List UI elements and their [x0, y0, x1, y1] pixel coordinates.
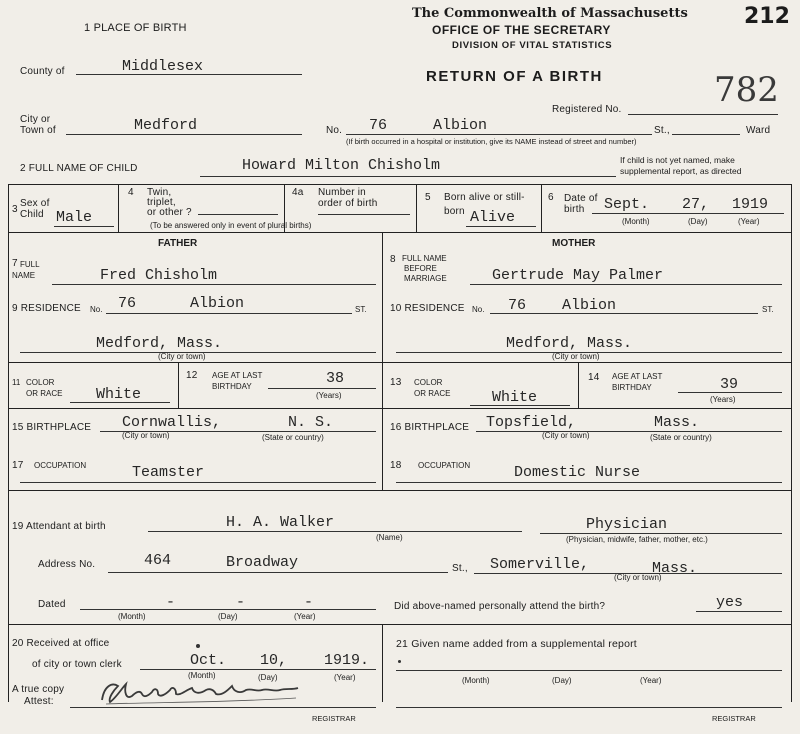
mother-name-value: Gertrude May Palmer	[492, 267, 664, 284]
mother-color-label-2: OR RACE	[414, 389, 451, 398]
mother-name-label-2: BEFORE	[404, 264, 437, 273]
rule-middle	[382, 232, 383, 490]
order-line	[318, 214, 410, 215]
city-label-1: City or	[20, 114, 51, 125]
mother-name-label-3: MARRIAGE	[404, 274, 447, 283]
address-label: Address No.	[38, 559, 96, 570]
city-line	[66, 134, 302, 135]
rule-c3	[416, 184, 417, 232]
mother-residence-line	[490, 313, 758, 314]
received-label-2: of city or town clerk	[32, 659, 122, 670]
attend-question: Did above-named personally attend the birth?	[394, 601, 606, 612]
mother-name-label-1: FULL NAME	[402, 254, 447, 263]
birth-year-caption: (Year)	[738, 217, 760, 226]
order-label-2: order of birth	[318, 198, 378, 209]
mother-city-caption: (City or town)	[552, 352, 600, 361]
attendant-title-line	[540, 533, 782, 534]
registered-number: 782	[714, 70, 779, 110]
mother-residence-no-label: No.	[472, 305, 485, 314]
county-value: Middlesex	[122, 58, 204, 75]
county-label: County of	[20, 66, 65, 77]
rule-c1	[118, 184, 119, 232]
attest-label: Attest:	[24, 696, 54, 707]
address-state: Mass.	[652, 560, 698, 577]
born-label-1: Born alive or still-	[444, 192, 525, 203]
ink-dot	[196, 644, 200, 648]
mother-birthplace-state: Mass.	[654, 414, 700, 431]
mother-birthplace-label: 16 BIRTHPLACE	[390, 422, 470, 433]
mother-residence-number: 76	[508, 297, 527, 314]
father-occupation-value: Teamster	[132, 464, 205, 481]
father-residence-st-label: ST.	[355, 305, 367, 314]
mother-birthplace-line	[476, 431, 782, 432]
father-residence-label: 9 RESIDENCE	[12, 303, 81, 314]
birth-month: Sept.	[604, 196, 650, 213]
plural-note: (To be answered only in event of plural births)	[150, 221, 312, 230]
birth-day-caption: (Day)	[688, 217, 708, 226]
father-color-value: White	[96, 386, 142, 403]
dated-label: Dated	[38, 599, 66, 610]
rule-attendant-top	[8, 490, 792, 491]
mother-occupation-label: OCCUPATION	[418, 461, 471, 470]
father-occupation-num: 17	[12, 460, 24, 471]
twin-num: 4	[128, 187, 134, 198]
mother-age-label-1: AGE AT LAST	[612, 372, 663, 381]
dated-year-caption: (Year)	[294, 612, 316, 621]
street-line	[346, 134, 652, 135]
mother-residence-st-label: ST.	[762, 305, 774, 314]
rule-c4	[541, 184, 542, 232]
ward-label: Ward	[746, 125, 771, 136]
registrar-signature	[96, 676, 306, 708]
supplemental-month-caption: (Month)	[462, 676, 490, 685]
attend-answer-line	[696, 611, 782, 612]
mother-residence-label: 10 RESIDENCE	[390, 303, 465, 314]
registered-label: Registered No.	[552, 104, 622, 115]
hospital-note: (If birth occurred in a hospital or institution, give its NAME instead of street and number)	[346, 137, 637, 146]
street-st-label: St.,	[654, 125, 670, 136]
father-age-label-1: AGE AT LAST	[212, 371, 263, 380]
date-num: 6	[548, 192, 554, 203]
office-heading: OFFICE OF THE SECRETARY	[432, 23, 611, 37]
father-name-label-1: FULL	[20, 260, 40, 269]
twin-label-3: or other ?	[147, 207, 192, 218]
father-residence-number: 76	[118, 295, 137, 312]
dated-month: -	[166, 594, 176, 611]
city-label-2: Town of	[20, 125, 56, 136]
mother-heading: MOTHER	[552, 238, 596, 249]
rule-row3-top	[8, 184, 792, 185]
page-number: 212	[744, 4, 790, 29]
order-num: 4a	[292, 187, 304, 198]
address-city-caption: (City or town)	[614, 573, 662, 582]
date-label-1: Date of	[564, 193, 598, 204]
received-line	[140, 669, 376, 670]
born-label-2: born	[444, 206, 465, 217]
mother-name-line	[470, 284, 782, 285]
birth-day: 27,	[682, 196, 710, 213]
mother-age-line	[678, 392, 782, 393]
received-label-1: 20 Received at office	[12, 638, 110, 649]
county-line	[76, 74, 302, 75]
street-number: 76	[369, 117, 388, 134]
father-color-label-1: COLOR	[26, 378, 55, 387]
supplemental-dot	[398, 660, 401, 663]
father-residence-street: Albion	[190, 295, 245, 312]
born-num: 5	[425, 192, 431, 203]
city-value: Medford	[134, 117, 198, 134]
supplemental-label: 21 Given name added from a supplemental report	[396, 638, 637, 650]
attendant-name-caption: (Name)	[376, 533, 403, 542]
rule-row3-bottom	[8, 232, 792, 233]
attest-line	[70, 707, 376, 708]
father-occupation-line	[20, 482, 376, 483]
mother-age-value: 39	[720, 376, 739, 393]
father-years-caption: (Years)	[316, 391, 342, 400]
father-birth-city-caption: (City or town)	[122, 431, 170, 440]
attendant-title-caption: (Physician, midwife, father, mother, etc.)	[566, 535, 708, 544]
commonwealth-heading: The Commonwealth of Massachusetts	[412, 6, 688, 21]
father-birthplace-city: Cornwallis,	[122, 414, 222, 431]
mother-occupation-line	[396, 482, 782, 483]
father-color-line	[70, 402, 170, 403]
address-st-label: St.,	[452, 563, 468, 574]
born-line	[466, 226, 536, 227]
father-birthplace-state: N. S.	[288, 414, 334, 431]
rule-bottom-middle	[382, 624, 383, 702]
document-title: RETURN OF A BIRTH	[426, 68, 603, 85]
twin-label-2: triplet,	[147, 197, 176, 208]
attendant-name-line	[148, 531, 522, 532]
rule-age-mother	[578, 362, 579, 408]
sex-num: 3	[12, 204, 18, 215]
sex-label-2: Child	[20, 209, 44, 220]
registrar-caption-left: REGISTRAR	[312, 714, 356, 723]
supplemental-line	[396, 670, 782, 671]
date-label-2: birth	[564, 204, 585, 215]
place-of-birth-heading: 1 PLACE OF BIRTH	[84, 22, 187, 34]
rule-age-father	[178, 362, 179, 408]
father-occupation-label: OCCUPATION	[34, 461, 87, 470]
father-name-label-2: NAME	[12, 271, 36, 280]
child-name-note-1: If child is not yet named, make	[620, 155, 735, 165]
received-day: 10,	[260, 652, 288, 669]
sex-label-1: Sex of	[20, 198, 50, 209]
mother-name-num: 8	[390, 254, 396, 265]
born-value: Alive	[470, 209, 516, 226]
mother-birth-city-caption: (City or town)	[542, 431, 590, 440]
true-copy-label: A true copy	[12, 684, 65, 695]
father-name-line	[52, 284, 376, 285]
sex-value: Male	[56, 209, 93, 226]
dated-month-caption: (Month)	[118, 612, 146, 621]
attendant-label: 19 Attendant at birth	[12, 521, 106, 532]
father-age-value: 38	[326, 370, 345, 387]
attendant-title: Physician	[586, 516, 668, 533]
dated-day: -	[236, 594, 246, 611]
received-day-caption: (Day)	[258, 673, 278, 682]
dated-line	[80, 609, 376, 610]
mother-age-num: 14	[588, 372, 600, 383]
address-city: Somerville,	[490, 556, 590, 573]
birth-date-line	[592, 213, 784, 214]
mother-age-label-2: BIRTHDAY	[612, 383, 652, 392]
order-label-1: Number in	[318, 187, 366, 198]
father-age-line	[268, 388, 376, 389]
mother-color-label-1: COLOR	[414, 378, 443, 387]
birth-year: 1919	[732, 196, 769, 213]
rule-birthplace-top	[8, 408, 792, 409]
mother-occupation-value: Domestic Nurse	[514, 464, 641, 481]
ward-line-pre	[672, 134, 740, 135]
sex-line	[54, 226, 114, 227]
received-year: 1919.	[324, 652, 370, 669]
father-heading: FATHER	[158, 238, 198, 249]
father-city-caption: (City or town)	[158, 352, 206, 361]
address-number: 464	[144, 552, 172, 569]
attend-answer: yes	[716, 594, 744, 611]
division-heading: DIVISION OF VITAL STATISTICS	[452, 40, 613, 51]
attendant-name: H. A. Walker	[226, 514, 335, 531]
street-no-label: No.	[326, 125, 343, 136]
mother-residence-street: Albion	[562, 297, 617, 314]
street-name: Albion	[433, 117, 488, 134]
mother-occupation-num: 18	[390, 460, 402, 471]
mother-residence-city: Medford, Mass.	[506, 335, 633, 352]
father-residence-line	[106, 313, 352, 314]
supplemental-day-caption: (Day)	[552, 676, 572, 685]
mother-birthplace-city: Topsfield,	[486, 414, 577, 431]
received-month-caption: (Month)	[188, 671, 216, 680]
registrar-caption-right: REGISTRAR	[712, 714, 756, 723]
received-month: Oct.	[190, 652, 227, 669]
registered-line	[628, 114, 778, 115]
father-age-label-2: BIRTHDAY	[212, 382, 252, 391]
father-color-label-2: OR RACE	[26, 389, 63, 398]
father-birthplace-label: 15 BIRTHPLACE	[12, 422, 92, 433]
child-name-note-2: supplemental report, as directed	[620, 166, 742, 176]
mother-years-caption: (Years)	[710, 395, 736, 404]
rule-color-top	[8, 362, 792, 363]
father-color-num: 11	[12, 378, 21, 387]
dated-year: -	[304, 594, 314, 611]
child-name-line	[200, 176, 616, 177]
father-residence-city: Medford, Mass.	[96, 335, 223, 352]
supplemental-year-caption: (Year)	[640, 676, 662, 685]
address-street: Broadway	[226, 554, 299, 571]
twin-label-1: Twin,	[147, 187, 172, 198]
mother-color-num: 13	[390, 377, 402, 388]
supplemental-registrar-line	[396, 707, 782, 708]
father-residence-no-label: No.	[90, 305, 103, 314]
mother-color-line	[470, 405, 570, 406]
address-street-line	[108, 572, 448, 573]
father-age-num: 12	[186, 370, 198, 381]
child-name-value: Howard Milton Chisholm	[242, 157, 441, 174]
father-state-caption: (State or country)	[262, 433, 324, 442]
birth-month-caption: (Month)	[622, 217, 650, 226]
rule-received-top	[8, 624, 792, 625]
father-name-value: Fred Chisholm	[100, 267, 218, 284]
mother-state-caption: (State or country)	[650, 433, 712, 442]
mother-color-value: White	[492, 389, 538, 406]
received-year-caption: (Year)	[334, 673, 356, 682]
father-name-num: 7	[12, 258, 18, 269]
child-name-label: 2 FULL NAME OF CHILD	[20, 163, 138, 174]
twin-line	[198, 214, 278, 215]
dated-day-caption: (Day)	[218, 612, 238, 621]
